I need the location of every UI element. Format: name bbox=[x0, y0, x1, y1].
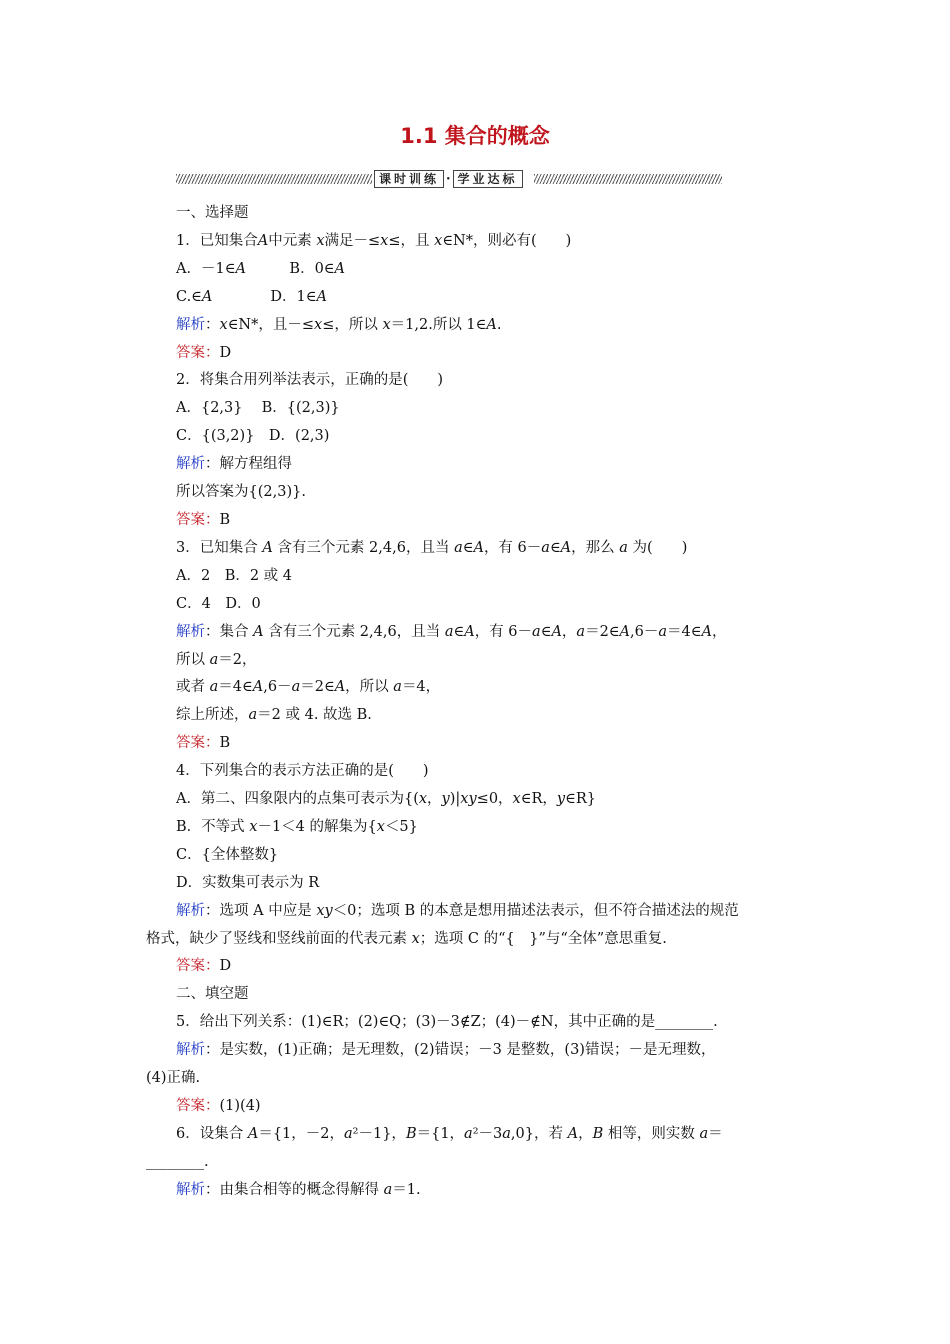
text-run: A bbox=[253, 623, 264, 640]
analysis-label: 解析 bbox=[176, 456, 205, 473]
text-line bbox=[146, 256, 806, 284]
text-run: 1．已知集合 bbox=[176, 232, 258, 249]
text-run: A bbox=[464, 623, 475, 640]
text-line bbox=[146, 451, 806, 479]
text-run: 含有三个元素 2,4,6，且当 bbox=[263, 623, 445, 640]
text-run: 2．将集合用列举法表示，正确的是( ) bbox=[176, 372, 444, 389]
text-run: ≤，所以 bbox=[322, 316, 383, 333]
text-run: ＝{1， bbox=[416, 1125, 465, 1142]
text-run: A bbox=[257, 232, 269, 249]
text-run: ≤，且 bbox=[388, 232, 435, 249]
answer-label: 答案： bbox=[176, 344, 220, 361]
text-run: ：由集合相等的概念得解得 bbox=[205, 1181, 384, 1198]
text-run: D bbox=[219, 344, 232, 361]
text-run: C．{(3,2)} D．(2,3) bbox=[176, 428, 330, 445]
text-line bbox=[146, 898, 806, 926]
text-line bbox=[146, 1149, 806, 1177]
text-run: 综上所述， bbox=[176, 707, 249, 724]
text-line bbox=[146, 842, 806, 870]
text-run: ， bbox=[561, 623, 577, 640]
text-run: ＝4∈ bbox=[218, 679, 253, 696]
text-run: ∈R} bbox=[565, 791, 596, 808]
text-run: y bbox=[441, 791, 450, 808]
text-line bbox=[146, 507, 806, 535]
section-banner bbox=[176, 170, 722, 190]
text-run: A bbox=[316, 288, 327, 305]
text-run: a bbox=[248, 707, 258, 724]
text-run: a bbox=[209, 679, 219, 696]
text-run: 5．给出下列关系：(1)∈R；(2)∈Q；(3)－3∉Z；(4)－∉N，其中正确的是________. bbox=[176, 1014, 718, 1031]
text-run: a bbox=[454, 539, 463, 556]
text-run: D．实数集可表示为 R bbox=[176, 874, 320, 891]
text-run: A bbox=[567, 1125, 579, 1142]
text-line bbox=[146, 563, 806, 591]
analysis-label: 解析 bbox=[176, 316, 205, 333]
text-run: A．第二、四象限内的点集可表示为{( bbox=[176, 791, 419, 808]
banner-hatch-left bbox=[176, 174, 372, 184]
text-run: )| bbox=[449, 791, 461, 808]
text-run: 6．设集合 bbox=[176, 1125, 248, 1142]
text-run: x bbox=[380, 232, 389, 249]
text-run: ， bbox=[427, 791, 442, 808]
text-run: x bbox=[434, 232, 443, 249]
text-run: 二、填空题 bbox=[176, 986, 249, 1003]
text-run: A．{2,3} B．{(2,3)} bbox=[176, 400, 340, 417]
text-run: B．不等式 bbox=[176, 818, 250, 835]
text-line bbox=[146, 870, 806, 898]
text-line bbox=[146, 702, 806, 730]
text-run: 中元素 bbox=[268, 232, 317, 249]
text-run: D．1∈ bbox=[212, 288, 317, 305]
text-run: ＝2， bbox=[218, 651, 257, 668]
text-run: x bbox=[316, 232, 325, 249]
text-run: ＜5} bbox=[384, 818, 418, 835]
text-run: a bbox=[658, 623, 668, 640]
text-run: ,6－ bbox=[630, 623, 659, 640]
text-line bbox=[146, 200, 806, 228]
text-run: a bbox=[444, 623, 454, 640]
text-run: －1＜4 的解集为{ bbox=[257, 818, 377, 835]
text-run: 一、选择题 bbox=[176, 205, 249, 221]
text-run: B bbox=[219, 511, 231, 528]
text-run: a bbox=[291, 679, 301, 696]
text-run: A bbox=[701, 623, 712, 640]
text-run: 相等，则实数 bbox=[603, 1125, 700, 1142]
text-run: ＝2 或 4. 故选 B. bbox=[257, 707, 372, 724]
text-run: ²－1}， bbox=[352, 1125, 406, 1142]
text-run: ：选项 A 中应是 bbox=[205, 902, 317, 919]
text-run: a bbox=[576, 623, 586, 640]
text-line bbox=[146, 647, 806, 675]
text-run: x bbox=[418, 791, 428, 808]
text-run: 满足－≤ bbox=[324, 232, 381, 249]
text-run: ＝1,2.所以 1∈ bbox=[390, 316, 487, 333]
text-run: a bbox=[502, 1125, 511, 1142]
text-run: (1)(4) bbox=[219, 1098, 261, 1114]
text-run: ，所以 bbox=[345, 679, 394, 696]
text-run: ＜0；选项 B 的本意是想用描述法表示，但不符合描述法的规范 bbox=[332, 902, 739, 919]
analysis-label: 解析 bbox=[176, 1042, 205, 1059]
text-run: x bbox=[249, 818, 258, 835]
text-line bbox=[146, 591, 806, 619]
text-run: A bbox=[247, 1125, 259, 1142]
document-body bbox=[146, 200, 806, 1205]
text-line bbox=[146, 1037, 806, 1065]
text-run: x bbox=[411, 930, 420, 947]
answer-label: 答案： bbox=[176, 735, 220, 752]
text-run: A bbox=[560, 539, 572, 556]
text-line bbox=[146, 367, 806, 395]
text-line bbox=[146, 423, 806, 451]
text-run: x bbox=[512, 791, 521, 808]
text-run: ＝2∈ bbox=[300, 679, 335, 696]
text-run: 或者 bbox=[176, 679, 210, 696]
text-run: ________. bbox=[146, 1153, 209, 1170]
text-run: ≤0， bbox=[476, 791, 513, 808]
page-title: 1.1 集合的概念 bbox=[400, 124, 550, 148]
text-run: ，那么 bbox=[571, 539, 620, 556]
text-run: ： bbox=[205, 316, 220, 333]
text-line bbox=[146, 1121, 806, 1149]
text-line bbox=[146, 395, 806, 423]
text-run: ,0}，若 bbox=[510, 1125, 568, 1142]
text-run: A bbox=[334, 260, 346, 277]
answer-label: 答案： bbox=[176, 511, 220, 528]
text-run: 4．下列集合的表示方法正确的是( ) bbox=[176, 763, 429, 780]
text-run: 格式，缺少了竖线和竖线前面的代表元素 bbox=[146, 930, 412, 947]
text-line bbox=[146, 312, 806, 340]
text-run: a bbox=[532, 623, 541, 640]
text-run: a bbox=[393, 679, 402, 696]
text-run: 所以答案为{(2,3)}. bbox=[176, 484, 306, 501]
text-run: D bbox=[219, 958, 232, 975]
banner-tag-right: 学业达标 bbox=[453, 170, 523, 188]
text-line bbox=[146, 926, 806, 954]
analysis-label: 解析 bbox=[176, 1181, 205, 1198]
text-run: B bbox=[405, 1125, 417, 1142]
text-line bbox=[146, 619, 806, 647]
text-run: 为( ) bbox=[627, 539, 688, 556]
text-run: ＝1. bbox=[392, 1181, 421, 1198]
text-line bbox=[146, 1009, 806, 1037]
text-run: (4)正确. bbox=[146, 1070, 201, 1087]
text-run: ＝4∈ bbox=[667, 623, 702, 640]
banner-tag-left: 课时训练 bbox=[374, 170, 444, 188]
text-run: ， bbox=[578, 1125, 593, 1142]
text-line bbox=[146, 953, 806, 981]
text-run: 3．已知集合 bbox=[176, 539, 263, 556]
text-run: 所以 bbox=[176, 651, 210, 668]
text-line bbox=[146, 730, 806, 758]
banner-tag-dot: · bbox=[446, 171, 451, 187]
text-line bbox=[146, 535, 806, 563]
text-run: x bbox=[314, 316, 323, 333]
text-run: a bbox=[209, 651, 219, 668]
text-run: ,6－ bbox=[263, 679, 292, 696]
text-run: a bbox=[619, 539, 628, 556]
text-run: xy bbox=[460, 791, 477, 808]
text-run: a bbox=[383, 1181, 393, 1198]
text-run: ∈ bbox=[549, 539, 561, 556]
text-run: ，有 6－ bbox=[483, 539, 542, 556]
answer-label: 答案： bbox=[176, 958, 220, 975]
text-run: A bbox=[252, 679, 264, 696]
text-line bbox=[146, 786, 806, 814]
text-run: A bbox=[473, 539, 484, 556]
text-line bbox=[146, 1177, 806, 1205]
text-line bbox=[146, 1093, 806, 1121]
text-run: ：是实数，(1)正确；是无理数，(2)错误；－3 是整数，(3)错误；－是无理数， bbox=[205, 1042, 716, 1059]
text-run: A bbox=[262, 539, 273, 556]
text-run: ∈ bbox=[462, 539, 474, 556]
text-line bbox=[146, 228, 806, 256]
text-run: ²－3 bbox=[472, 1125, 503, 1142]
text-run: x bbox=[376, 818, 385, 835]
text-run: ， bbox=[711, 623, 727, 640]
text-run: ＝2∈ bbox=[585, 623, 620, 640]
text-run: ＝4， bbox=[401, 679, 441, 696]
text-run: a bbox=[344, 1125, 353, 1142]
text-run: ∈ bbox=[453, 623, 465, 640]
text-run: ：解方程组得 bbox=[205, 456, 292, 473]
text-run: A bbox=[619, 623, 631, 640]
text-line bbox=[146, 479, 806, 507]
text-run: A bbox=[201, 288, 213, 305]
banner-hatch-right bbox=[534, 174, 722, 184]
text-run: ：集合 bbox=[205, 623, 254, 640]
text-run: ∈N*，且－≤ bbox=[227, 316, 315, 333]
text-run: . bbox=[496, 316, 502, 333]
text-run: A．2 B．2 或 4 bbox=[176, 567, 293, 584]
analysis-label: 解析 bbox=[176, 902, 205, 919]
text-line bbox=[146, 758, 806, 786]
text-line bbox=[146, 340, 806, 368]
text-run: ＝{1，－2， bbox=[258, 1125, 345, 1142]
text-run: B．0∈ bbox=[245, 260, 335, 277]
text-run: x bbox=[219, 316, 228, 333]
text-run: y bbox=[556, 791, 566, 808]
text-run: B bbox=[219, 735, 231, 752]
text-run: A bbox=[486, 316, 497, 333]
text-line bbox=[146, 674, 806, 702]
text-run: ∈ bbox=[540, 623, 552, 640]
text-run: A．－1∈ bbox=[176, 260, 236, 277]
text-run: C．4 D．0 bbox=[176, 595, 261, 612]
text-run: ＝ bbox=[708, 1125, 723, 1142]
text-run: xy bbox=[316, 902, 333, 919]
text-line bbox=[146, 981, 806, 1009]
text-run: 含有三个元素 2,4,6，且当 bbox=[272, 539, 455, 556]
text-run: B bbox=[592, 1125, 604, 1142]
text-run: A bbox=[334, 679, 346, 696]
analysis-label: 解析 bbox=[176, 623, 205, 640]
text-run: ；选项 C 的“{ }”与“全体”意思重复. bbox=[419, 930, 667, 947]
text-run: a bbox=[464, 1125, 473, 1142]
banner-tag bbox=[374, 170, 523, 188]
text-run: ∈N*，则必有( ) bbox=[442, 232, 572, 249]
text-run: C.∈ bbox=[176, 288, 202, 305]
text-run: ∈R， bbox=[520, 791, 557, 808]
text-run: C．{全体整数} bbox=[176, 846, 279, 863]
text-run: x bbox=[382, 316, 391, 333]
text-run: a bbox=[699, 1125, 709, 1142]
text-run: ，有 6－ bbox=[474, 623, 533, 640]
text-line bbox=[146, 284, 806, 312]
text-line bbox=[146, 1065, 806, 1093]
text-run: a bbox=[541, 539, 550, 556]
answer-label: 答案： bbox=[176, 1098, 220, 1114]
text-run: A bbox=[235, 260, 246, 277]
text-run: A bbox=[551, 623, 562, 640]
text-line bbox=[146, 814, 806, 842]
